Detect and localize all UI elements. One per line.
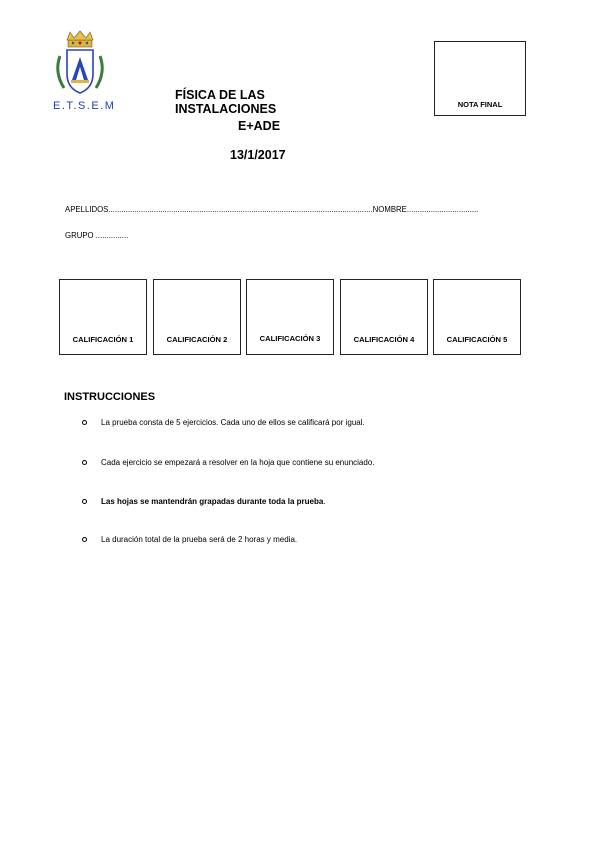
bullet-circle-icon	[82, 537, 87, 542]
apellidos-field[interactable]: ..........................................................................................................................	[108, 205, 373, 214]
calificacion-label: CALIFICACIÓN 2	[166, 335, 228, 344]
calificacion-box-5[interactable]	[433, 279, 521, 355]
instruction-text-period: .	[323, 497, 326, 506]
instrucciones-heading: INSTRUCCIONES	[64, 391, 156, 403]
exam-date: 13/1/2017	[230, 148, 286, 162]
nombre-field[interactable]: .................................	[406, 205, 479, 214]
calificacion-label: CALIFICACIÓN 4	[353, 335, 415, 344]
calificacion-label: CALIFICACIÓN 3	[259, 334, 321, 343]
grupo-field[interactable]: ...............	[95, 231, 129, 240]
list-item	[82, 497, 542, 506]
instrucciones-list	[82, 418, 542, 544]
instruction-text: Cada ejercicio se empezará a resolver en la hoja que contiene su enunciado.	[101, 458, 375, 467]
instruction-text-bold: Las hojas se mantendrán grapadas durante toda la prueba	[101, 497, 324, 506]
list-item	[82, 418, 542, 427]
calificacion-label: CALIFICACIÓN 1	[72, 335, 134, 344]
calificacion-box-1[interactable]	[59, 279, 147, 355]
nota-final-label: NOTA FINAL	[457, 100, 503, 109]
bullet-circle-icon	[82, 460, 87, 465]
grupo-label: GRUPO	[65, 231, 94, 240]
calificacion-box-2[interactable]	[153, 279, 241, 355]
calificacion-label: CALIFICACIÓN 5	[446, 335, 508, 344]
nota-final-box[interactable]	[434, 41, 526, 116]
apellidos-nombre-line[interactable]	[65, 205, 478, 214]
bullet-circle-icon	[82, 499, 87, 504]
list-item	[82, 535, 542, 544]
calificacion-box-3[interactable]	[246, 279, 334, 355]
school-crest-icon	[50, 30, 110, 98]
grupo-line[interactable]	[65, 231, 128, 240]
apellidos-label: APELLIDOS	[65, 205, 109, 214]
instruction-text: La duración total de la prueba será de 2 horas y media.	[101, 535, 298, 544]
list-item	[82, 458, 542, 467]
calificacion-box-4[interactable]	[340, 279, 428, 355]
instruction-text: La prueba consta de 5 ejercicios. Cada uno de ellos se calificará por igual.	[101, 418, 365, 427]
calificaciones-row	[59, 279, 522, 355]
school-abbrev: E.T.S.E.M	[53, 100, 116, 112]
page-title: FÍSICA DE LAS INSTALACIONES	[175, 88, 277, 116]
bullet-circle-icon	[82, 420, 87, 425]
nombre-label: NOMBRE	[372, 205, 407, 214]
page-subtitle: E+ADE	[238, 119, 281, 133]
